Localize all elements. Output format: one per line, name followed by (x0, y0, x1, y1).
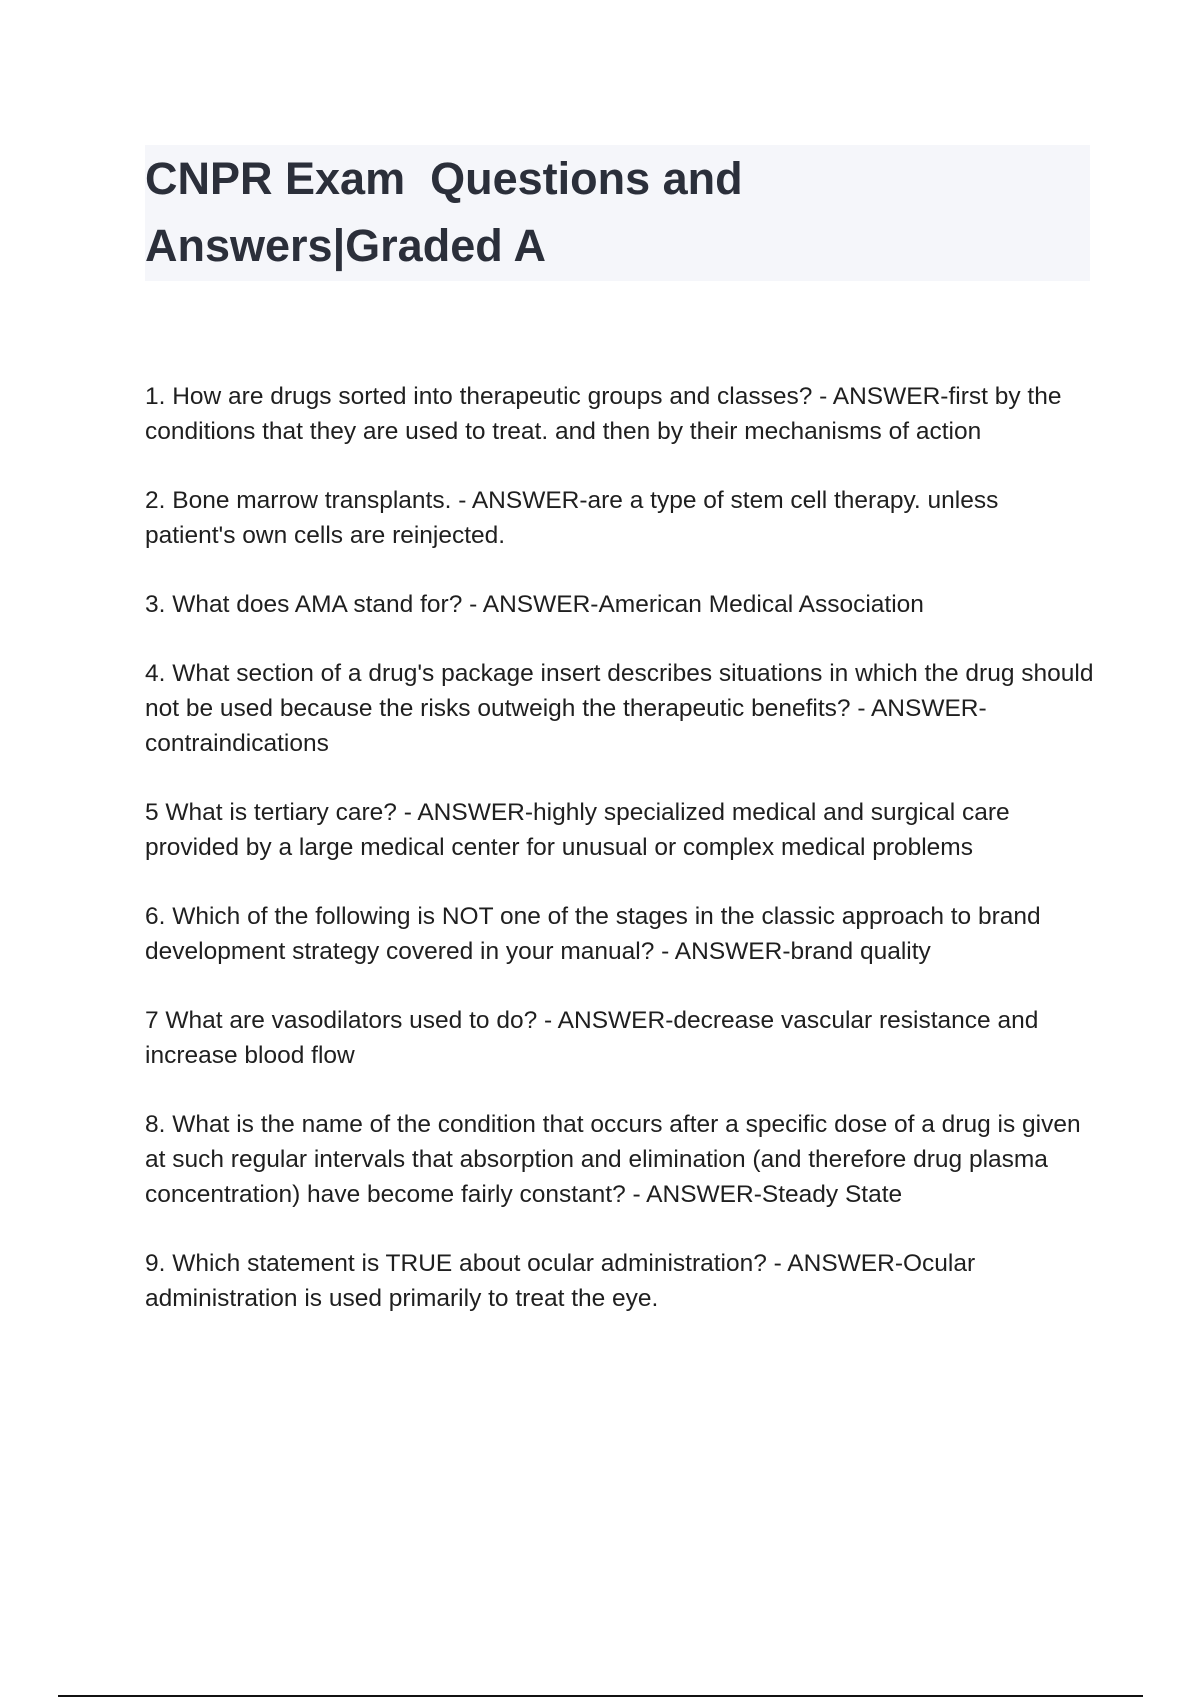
separator: - (654, 938, 675, 965)
title-banner (145, 145, 1090, 281)
separator: - (766, 1250, 788, 1277)
question-text: 4. What section of a drug's package insert describes situations in which the drug should not be used because the risks outweigh the therapeutic benefits? (145, 660, 1094, 722)
qa-item (145, 656, 1095, 761)
answer-text: ANSWER-highly specialized medical and surgical care provided by a large medical center for unusual or complex medical problems (145, 799, 1010, 861)
separator: - (462, 591, 483, 618)
qa-item (145, 1003, 1095, 1073)
answer-text: ANSWER-Ocular administration is used primarily to treat the eye. (145, 1250, 976, 1312)
question-text: 3. What does AMA stand for? (145, 591, 463, 618)
question-text: 2. Bone marrow transplants. (145, 487, 452, 514)
qa-item (145, 795, 1095, 865)
answer-text: ANSWER-are a type of stem cell therapy. unless patient's own cells are reinjected. (145, 487, 999, 549)
qa-item (145, 899, 1095, 969)
separator: - (625, 1181, 647, 1208)
answer-text: ANSWER-contraindications (145, 695, 987, 757)
question-text: 6. Which of the following is NOT one of the stages in the classic approach to brand development strategy covered in your manual? (145, 903, 1041, 965)
question-text: 8. What is the name of the condition that occurs after a specific dose of a drug is given at such regular intervals that absorption and elimination (and therefore drug plasma concentration) have become fairly constant? (145, 1111, 1081, 1208)
separator: - (537, 1007, 558, 1034)
answer-text: ANSWER-decrease vascular resistance and increase blood flow (145, 1007, 1039, 1069)
qa-item (145, 483, 1095, 553)
answer-text: ANSWER-American Medical Association (482, 591, 924, 618)
question-text: 1. How are drugs sorted into therapeutic groups and classes? (145, 383, 813, 410)
separator: - (451, 487, 472, 514)
answer-text: ANSWER-brand quality (674, 938, 931, 965)
question-answer-list (145, 379, 1095, 1350)
separator: - (850, 695, 871, 722)
qa-item (145, 587, 1095, 622)
title-line-2: Answers|Graded A (145, 220, 547, 271)
document-title (145, 145, 785, 279)
footer-divider (58, 1695, 1143, 1697)
question-text: 7 What are vasodilators used to do? (145, 1007, 538, 1034)
qa-item (145, 379, 1095, 449)
separator: - (396, 799, 418, 826)
qa-item (145, 1107, 1095, 1212)
answer-text: ANSWER-first by the conditions that they are used to treat. and then by their mechanisms of action (145, 383, 1062, 445)
title-line-1: CNPR Exam Questions and (145, 153, 743, 204)
question-text: 9. Which statement is TRUE about ocular administration? (145, 1250, 767, 1277)
separator: - (812, 383, 833, 410)
qa-item (145, 1246, 1095, 1316)
question-text: 5 What is tertiary care? (145, 799, 397, 826)
answer-text: ANSWER-Steady State (646, 1181, 903, 1208)
